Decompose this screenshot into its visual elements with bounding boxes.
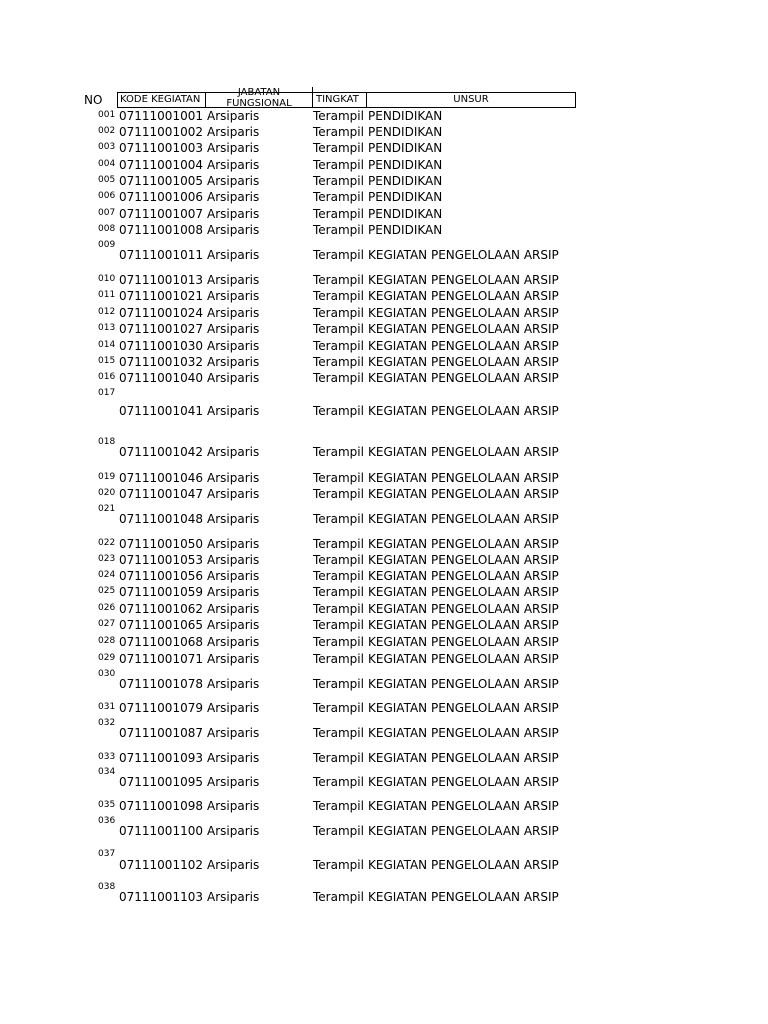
unsur-cell: KEGIATAN PENGELOLAAN ARSIP [368,890,559,904]
jabatan-cell: Arsiparis [207,858,260,872]
header-tingkat: TINGKAT [313,93,367,107]
tingkat-cell: Terampil [313,726,364,740]
row-number: 018 [98,437,116,447]
kode-kegiatan-cell: 07111001024 [119,306,203,320]
jabatan-cell: Arsiparis [207,487,260,501]
header-jabatan-fungsional: JABATAN FUNGSIONAL [206,87,313,107]
jabatan-cell: Arsiparis [207,602,260,616]
row-number: 028 [98,636,116,646]
row-number: 016 [98,372,116,382]
row-number: 001 [98,110,116,120]
row-number: 029 [98,653,116,663]
row-number: 024 [98,570,116,580]
row-number: 036 [98,816,116,826]
unsur-cell: KEGIATAN PENGELOLAAN ARSIP [368,339,559,353]
row-number: 022 [98,538,116,548]
header-unsur: UNSUR [453,94,489,105]
row-number: 025 [98,586,116,596]
unsur-cell: KEGIATAN PENGELOLAAN ARSIP [368,585,559,599]
row-number: 003 [98,142,116,152]
unsur-cell: PENDIDIKAN [368,190,443,204]
tingkat-cell: Terampil [313,677,364,691]
unsur-cell: KEGIATAN PENGELOLAAN ARSIP [368,553,559,567]
kode-kegiatan-cell: 07111001005 [119,174,203,188]
row-number: 021 [98,504,116,514]
jabatan-cell: Arsiparis [207,512,260,526]
row-number: 007 [98,208,116,218]
unsur-cell: KEGIATAN PENGELOLAAN ARSIP [368,677,559,691]
jabatan-cell: Arsiparis [207,445,260,459]
tingkat-cell: Terampil [313,289,364,303]
kode-kegiatan-cell: 07111001095 [119,775,203,789]
unsur-cell: PENDIDIKAN [368,207,443,221]
jabatan-cell: Arsiparis [207,585,260,599]
tingkat-cell: Terampil [313,158,364,172]
kode-kegiatan-cell: 07111001059 [119,585,203,599]
kode-kegiatan-cell: 07111001079 [119,701,203,715]
jabatan-cell: Arsiparis [207,207,260,221]
tingkat-cell: Terampil [313,248,364,262]
jabatan-cell: Arsiparis [207,751,260,765]
tingkat-cell: Terampil [313,799,364,813]
jabatan-cell: Arsiparis [207,569,260,583]
kode-kegiatan-cell: 07111001008 [119,223,203,237]
unsur-cell: KEGIATAN PENGELOLAAN ARSIP [368,404,559,418]
unsur-cell: KEGIATAN PENGELOLAAN ARSIP [368,289,559,303]
kode-kegiatan-cell: 07111001003 [119,141,203,155]
unsur-cell: KEGIATAN PENGELOLAAN ARSIP [368,799,559,813]
row-number: 030 [98,669,116,679]
unsur-cell: KEGIATAN PENGELOLAAN ARSIP [368,618,559,632]
unsur-cell: KEGIATAN PENGELOLAAN ARSIP [368,273,559,287]
kode-kegiatan-cell: 07111001100 [119,824,203,838]
kode-kegiatan-cell: 07111001056 [119,569,203,583]
header-kode-kegiatan: KODE KEGIATAN [118,93,206,107]
unsur-cell: KEGIATAN PENGELOLAAN ARSIP [368,487,559,501]
tingkat-cell: Terampil [313,471,364,485]
kode-kegiatan-cell: 07111001048 [119,512,203,526]
jabatan-cell: Arsiparis [207,701,260,715]
tingkat-cell: Terampil [313,190,364,204]
jabatan-cell: Arsiparis [207,471,260,485]
tingkat-cell: Terampil [313,858,364,872]
kode-kegiatan-cell: 07111001068 [119,635,203,649]
jabatan-cell: Arsiparis [207,404,260,418]
kode-kegiatan-cell: 07111001011 [119,248,203,262]
kode-kegiatan-cell: 07111001042 [119,445,203,459]
row-number: 013 [98,323,116,333]
kode-kegiatan-cell: 07111001004 [119,158,203,172]
unsur-cell: KEGIATAN PENGELOLAAN ARSIP [368,751,559,765]
row-number: 038 [98,882,116,892]
unsur-cell: KEGIATAN PENGELOLAAN ARSIP [368,537,559,551]
tingkat-cell: Terampil [313,404,364,418]
row-number: 027 [98,619,116,629]
jabatan-cell: Arsiparis [207,190,260,204]
kode-kegiatan-cell: 07111001071 [119,652,203,666]
unsur-cell: KEGIATAN PENGELOLAAN ARSIP [368,322,559,336]
unsur-cell: KEGIATAN PENGELOLAAN ARSIP [368,701,559,715]
row-number: 035 [98,800,116,810]
unsur-cell: KEGIATAN PENGELOLAAN ARSIP [368,471,559,485]
unsur-cell: KEGIATAN PENGELOLAAN ARSIP [368,602,559,616]
kode-kegiatan-cell: 07111001006 [119,190,203,204]
tingkat-cell: Terampil [313,635,364,649]
jabatan-cell: Arsiparis [207,322,260,336]
row-number: 004 [98,159,116,169]
kode-kegiatan-cell: 07111001087 [119,726,203,740]
row-number: 023 [98,554,116,564]
unsur-cell: KEGIATAN PENGELOLAAN ARSIP [368,445,559,459]
unsur-cell: KEGIATAN PENGELOLAAN ARSIP [368,652,559,666]
unsur-cell: KEGIATAN PENGELOLAAN ARSIP [368,306,559,320]
row-number: 015 [98,356,116,366]
kode-kegiatan-cell: 07111001062 [119,602,203,616]
tingkat-cell: Terampil [313,751,364,765]
row-number: 002 [98,126,116,136]
kode-kegiatan-cell: 07111001053 [119,553,203,567]
row-number: 006 [98,191,116,201]
tingkat-cell: Terampil [313,652,364,666]
jabatan-cell: Arsiparis [207,371,260,385]
row-number: 005 [98,175,116,185]
row-number: 011 [98,290,116,300]
unsur-cell: KEGIATAN PENGELOLAAN ARSIP [368,355,559,369]
tingkat-cell: Terampil [313,602,364,616]
kode-kegiatan-cell: 07111001032 [119,355,203,369]
kode-kegiatan-cell: 07111001046 [119,471,203,485]
tingkat-cell: Terampil [313,618,364,632]
tingkat-cell: Terampil [313,824,364,838]
tingkat-cell: Terampil [313,109,364,123]
unsur-cell: KEGIATAN PENGELOLAAN ARSIP [368,726,559,740]
unsur-cell: KEGIATAN PENGELOLAAN ARSIP [368,824,559,838]
tingkat-cell: Terampil [313,174,364,188]
jabatan-cell: Arsiparis [207,677,260,691]
unsur-cell: PENDIDIKAN [368,174,443,188]
row-number: 031 [98,702,116,712]
kode-kegiatan-cell: 07111001098 [119,799,203,813]
row-number: 033 [98,752,116,762]
kode-kegiatan-cell: 07111001030 [119,339,203,353]
unsur-cell: KEGIATAN PENGELOLAAN ARSIP [368,248,559,262]
tingkat-cell: Terampil [313,355,364,369]
row-number: 026 [98,603,116,613]
tingkat-cell: Terampil [313,512,364,526]
jabatan-cell: Arsiparis [207,618,260,632]
row-number: 034 [98,767,116,777]
tingkat-cell: Terampil [313,125,364,139]
unsur-cell: KEGIATAN PENGELOLAAN ARSIP [368,635,559,649]
jabatan-cell: Arsiparis [207,635,260,649]
kode-kegiatan-cell: 07111001040 [119,371,203,385]
tingkat-cell: Terampil [313,569,364,583]
unsur-cell: PENDIDIKAN [368,125,443,139]
unsur-cell: KEGIATAN PENGELOLAAN ARSIP [368,371,559,385]
jabatan-cell: Arsiparis [207,799,260,813]
jabatan-cell: Arsiparis [207,339,260,353]
unsur-cell: PENDIDIKAN [368,158,443,172]
header-row [117,87,576,109]
kode-kegiatan-cell: 07111001050 [119,537,203,551]
tingkat-cell: Terampil [313,537,364,551]
kode-kegiatan-cell: 07111001002 [119,125,203,139]
jabatan-cell: Arsiparis [207,775,260,789]
jabatan-cell: Arsiparis [207,537,260,551]
kode-kegiatan-cell: 07111001001 [119,109,203,123]
kode-kegiatan-cell: 07111001078 [119,677,203,691]
row-number: 019 [98,472,116,482]
jabatan-cell: Arsiparis [207,125,260,139]
tingkat-cell: Terampil [313,223,364,237]
header-no: NO [84,93,103,107]
kode-kegiatan-cell: 07111001093 [119,751,203,765]
jabatan-cell: Arsiparis [207,652,260,666]
jabatan-cell: Arsiparis [207,824,260,838]
unsur-cell: PENDIDIKAN [368,109,443,123]
row-number: 037 [98,849,116,859]
tingkat-cell: Terampil [313,775,364,789]
jabatan-cell: Arsiparis [207,223,260,237]
row-number: 014 [98,340,116,350]
jabatan-cell: Arsiparis [207,890,260,904]
kode-kegiatan-cell: 07111001065 [119,618,203,632]
unsur-cell: PENDIDIKAN [368,141,443,155]
kode-kegiatan-cell: 07111001103 [119,890,203,904]
row-number: 017 [98,388,116,398]
unsur-cell: PENDIDIKAN [368,223,443,237]
tingkat-cell: Terampil [313,339,364,353]
tingkat-cell: Terampil [313,701,364,715]
jabatan-cell: Arsiparis [207,306,260,320]
tingkat-cell: Terampil [313,585,364,599]
row-number: 032 [98,718,116,728]
jabatan-cell: Arsiparis [207,109,260,123]
tingkat-cell: Terampil [313,487,364,501]
tingkat-cell: Terampil [313,890,364,904]
jabatan-cell: Arsiparis [207,553,260,567]
row-number: 012 [98,307,116,317]
tingkat-cell: Terampil [313,445,364,459]
row-number: 009 [98,240,116,250]
tingkat-cell: Terampil [313,141,364,155]
tingkat-cell: Terampil [313,322,364,336]
kode-kegiatan-cell: 07111001027 [119,322,203,336]
kode-kegiatan-cell: 07111001102 [119,858,203,872]
unsur-cell: KEGIATAN PENGELOLAAN ARSIP [368,512,559,526]
jabatan-cell: Arsiparis [207,726,260,740]
tingkat-cell: Terampil [313,273,364,287]
unsur-cell: KEGIATAN PENGELOLAAN ARSIP [368,858,559,872]
kode-kegiatan-cell: 07111001041 [119,404,203,418]
unsur-cell: KEGIATAN PENGELOLAAN ARSIP [368,775,559,789]
kode-kegiatan-cell: 07111001013 [119,273,203,287]
jabatan-cell: Arsiparis [207,289,260,303]
kode-kegiatan-cell: 07111001047 [119,487,203,501]
tingkat-cell: Terampil [313,371,364,385]
jabatan-cell: Arsiparis [207,158,260,172]
tingkat-cell: Terampil [313,306,364,320]
kode-kegiatan-cell: 07111001021 [119,289,203,303]
jabatan-cell: Arsiparis [207,355,260,369]
jabatan-cell: Arsiparis [207,174,260,188]
row-number: 010 [98,274,116,284]
tingkat-cell: Terampil [313,553,364,567]
row-number: 020 [98,488,116,498]
jabatan-cell: Arsiparis [207,273,260,287]
jabatan-cell: Arsiparis [207,248,260,262]
kode-kegiatan-cell: 07111001007 [119,207,203,221]
tingkat-cell: Terampil [313,207,364,221]
unsur-cell: KEGIATAN PENGELOLAAN ARSIP [368,569,559,583]
jabatan-cell: Arsiparis [207,141,260,155]
row-number: 008 [98,224,116,234]
